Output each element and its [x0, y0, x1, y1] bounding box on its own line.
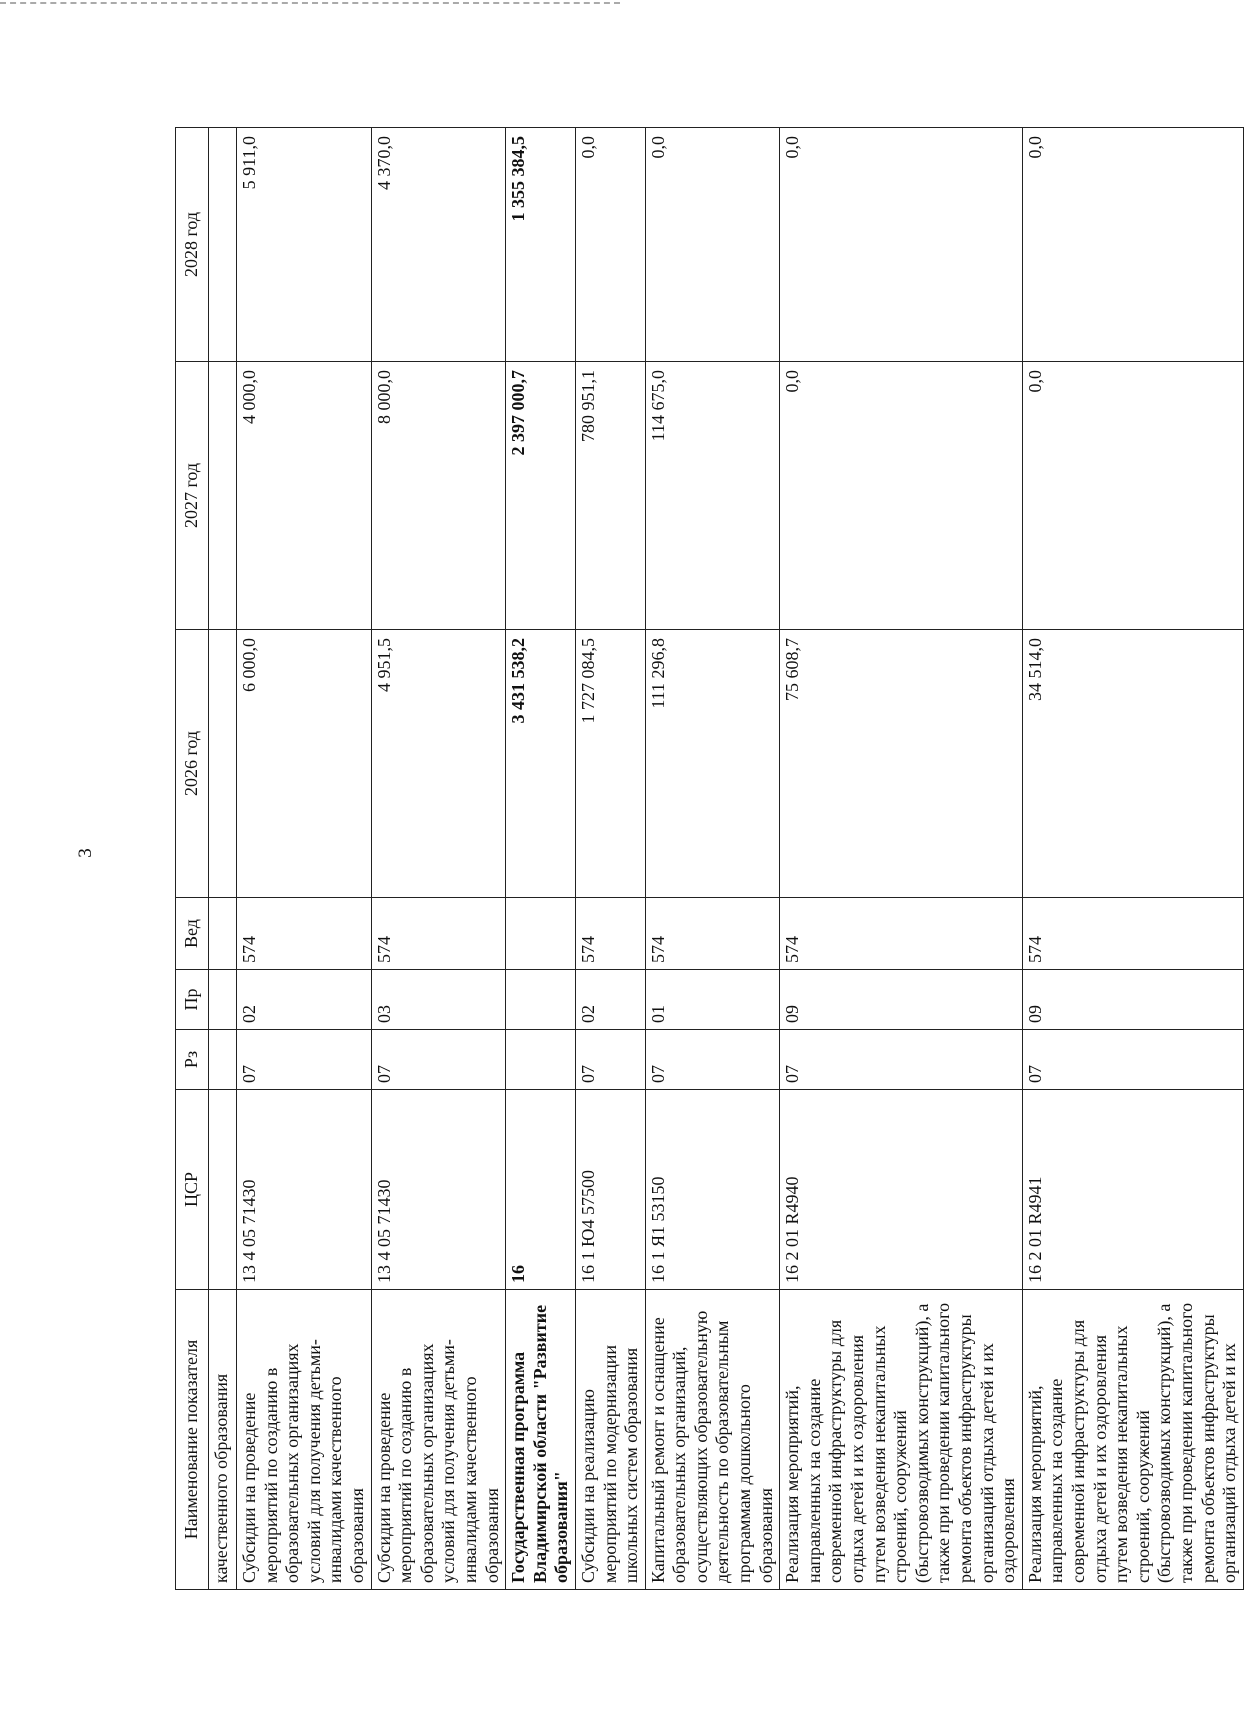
header-ved: Вед	[176, 898, 209, 970]
header-csr: ЦСР	[176, 1090, 209, 1290]
cell-csr: 13 4 05 71430	[371, 1090, 506, 1290]
cell-csr: 16 1 Я1 53150	[645, 1090, 780, 1290]
cell-pr	[209, 970, 237, 1030]
cell-2027: 114 675,0	[645, 362, 780, 630]
cell-name: Субсидии на реализацию мероприятий по модернизации школьных систем образования	[575, 1290, 645, 1590]
cell-rz: 07	[645, 1030, 780, 1090]
cell-ved: 574	[371, 898, 506, 970]
cell-2026: 1 727 084,5	[575, 630, 645, 898]
cell-2028	[209, 128, 237, 362]
cell-ved	[209, 898, 237, 970]
cell-2026: 111 296,8	[645, 630, 780, 898]
cell-2026	[209, 630, 237, 898]
cell-name: Реализация мероприятий, направленных на создание современной инфраструктуры для отдыха детей и их оздоровления путем возведения некапитальных строений, сооружений (быстровозводимых конструкций), а также при проведении капитального ремонта объектов инфраструктуры организаций отдыха детей и их оздоровления	[780, 1290, 1023, 1590]
cell-2027: 0,0	[780, 362, 1023, 630]
cell-2027: 0,0	[1022, 362, 1243, 630]
cell-rz: 07	[237, 1030, 372, 1090]
table-row	[575, 128, 645, 1590]
cell-ved: 574	[575, 898, 645, 970]
cell-2026: 3 431 538,2	[506, 630, 576, 898]
cell-csr: 16 2 01 R4940	[780, 1090, 1023, 1290]
cell-name: Реализация мероприятий, направленных на создание современной инфраструктуры для отдыха детей и их оздоровления путем возведения некапитальных строений, сооружений (быстровозводимых конструкций), а также при проведении капитального ремонта объектов инфраструктуры организаций отдыха детей и их	[1022, 1290, 1243, 1590]
cell-ved	[506, 898, 576, 970]
cell-2027: 4 000,0	[237, 362, 372, 630]
cell-rz: 07	[1022, 1030, 1243, 1090]
cell-pr: 03	[371, 970, 506, 1030]
cell-pr: 09	[780, 970, 1023, 1030]
cell-pr	[506, 970, 576, 1030]
table-row	[209, 128, 237, 1590]
cell-ved: 574	[780, 898, 1023, 970]
cell-2027: 780 951,1	[575, 362, 645, 630]
cell-pr: 02	[575, 970, 645, 1030]
table-row	[1022, 128, 1243, 1590]
cell-name: Государственная программа Владимирской области "Развитие образования"	[506, 1290, 576, 1590]
scan-top-edge	[0, 2, 620, 4]
table-row	[645, 128, 780, 1590]
cell-2028: 0,0	[645, 128, 780, 362]
cell-name: Капитальный ремонт и оснащение образовательных организаций, осуществляющих образовательную деятельность по образовательным программам дошкольного образования	[645, 1290, 780, 1590]
table-header-row	[176, 128, 209, 1590]
header-2027: 2027 год	[176, 362, 209, 630]
table-row	[506, 128, 576, 1590]
cell-2028: 0,0	[780, 128, 1023, 362]
table-row	[371, 128, 506, 1590]
cell-2026: 4 951,5	[371, 630, 506, 898]
cell-rz: 07	[371, 1030, 506, 1090]
cell-2028: 1 355 384,5	[506, 128, 576, 362]
cell-2028: 5 911,0	[237, 128, 372, 362]
cell-2027: 8 000,0	[371, 362, 506, 630]
cell-ved: 574	[237, 898, 372, 970]
cell-rz	[209, 1030, 237, 1090]
header-2028: 2028 год	[176, 128, 209, 362]
cell-csr	[209, 1090, 237, 1290]
cell-2028: 0,0	[575, 128, 645, 362]
cell-csr: 16	[506, 1090, 576, 1290]
cell-pr: 01	[645, 970, 780, 1030]
rotated-table-container	[175, 128, 1240, 1590]
cell-2027	[209, 362, 237, 630]
cell-name: Субсидии на проведение мероприятий по созданию в образовательных организациях условий для получения детьми-инвалидами качественного образования	[371, 1290, 506, 1590]
cell-csr: 16 1 Ю4 57500	[575, 1090, 645, 1290]
cell-pr: 09	[1022, 970, 1243, 1030]
cell-rz	[506, 1030, 576, 1090]
header-pr: Пр	[176, 970, 209, 1030]
cell-name: Субсидии на проведение мероприятий по созданию в образовательных организациях условий для получения детьми-инвалидами качественного образования	[237, 1290, 372, 1590]
cell-2026: 75 608,7	[780, 630, 1023, 898]
cell-csr: 16 2 01 R4941	[1022, 1090, 1243, 1290]
page-number: 3	[74, 848, 96, 858]
cell-2028: 0,0	[1022, 128, 1243, 362]
cell-ved: 574	[645, 898, 780, 970]
cell-2026: 6 000,0	[237, 630, 372, 898]
cell-rz: 07	[575, 1030, 645, 1090]
cell-2026: 34 514,0	[1022, 630, 1243, 898]
table-row	[780, 128, 1023, 1590]
cell-csr: 13 4 05 71430	[237, 1090, 372, 1290]
cell-rz: 07	[780, 1030, 1023, 1090]
cell-name: качественного образования	[209, 1290, 237, 1590]
header-rz: Рз	[176, 1030, 209, 1090]
header-name: Наименование показателя	[176, 1290, 209, 1590]
header-2026: 2026 год	[176, 630, 209, 898]
cell-ved: 574	[1022, 898, 1243, 970]
cell-2028: 4 370,0	[371, 128, 506, 362]
cell-pr: 02	[237, 970, 372, 1030]
budget-table	[175, 127, 1244, 1590]
cell-2027: 2 397 000,7	[506, 362, 576, 630]
table-row	[237, 128, 372, 1590]
